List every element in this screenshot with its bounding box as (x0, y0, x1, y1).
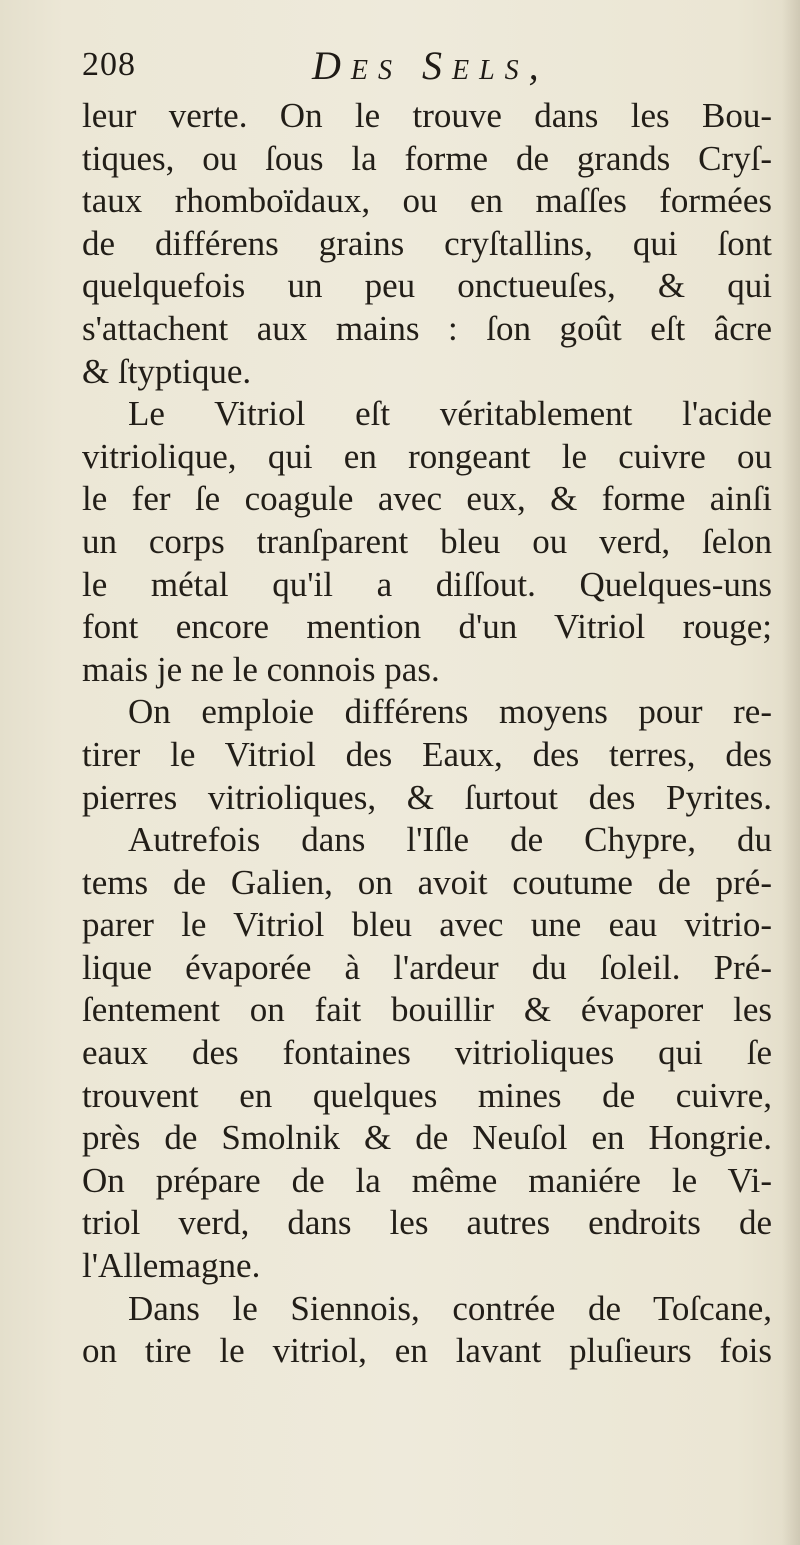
text-line: l'Allemagne. (82, 1246, 261, 1286)
text-line: mais je ne le connois pas. (82, 649, 440, 689)
text-line: près de Smolnik & de Neuſol en Hongrie. (82, 1118, 772, 1158)
text-line: s'attachent aux mains : ſon goût eſt âcre (82, 308, 772, 348)
page-number: 208 (82, 46, 136, 83)
text-line: eaux des fontaines vitrioliques qui ſe (82, 1033, 772, 1073)
text-line: vitriolique, qui en rongeant le cuivre ou (82, 436, 772, 476)
text-line: ſentement on fait bouillir & évaporer les (82, 990, 772, 1030)
text-line: de différens grains cryſtallins, qui ſont (82, 223, 772, 263)
running-head: Des Sels, (312, 43, 549, 88)
text-line: font encore mention d'un Vitriol rouge; (82, 607, 772, 647)
text-line: Le Vitriol eſt véritablement l'acide (128, 394, 772, 434)
text-line: le métal qu'il a diſſout. Quelques-uns (82, 564, 772, 604)
text-line: tems de Galien, on avoit coutume de pré- (82, 862, 772, 902)
text-line: on tire le vitriol, en lavant pluſieurs fois (82, 1331, 772, 1371)
text-line: Dans le Siennois, contrée de Toſcane, (128, 1288, 772, 1328)
text-line: le fer ſe coagule avec eux, & forme ainſi (82, 479, 772, 519)
text-line: lique évaporée à l'ardeur du ſoleil. Pré- (82, 947, 772, 987)
text-line: trouvent en quelques mines de cuivre, (82, 1075, 772, 1115)
text-line: parer le Vitriol bleu avec une eau vitrio- (82, 905, 772, 945)
text-line: pierres vitrioliques, & ſurtout des Pyrites. (82, 777, 772, 817)
text-line: & ſtyptique. (82, 351, 252, 391)
text-line: On emploie différens moyens pour re- (128, 692, 772, 732)
page-header (82, 38, 742, 94)
text-line: taux rhomboïdaux, ou en maſſes formées (82, 181, 772, 221)
text-line: tiques, ou ſous la forme de grands Cryſ- (82, 138, 772, 178)
text-line: On prépare de la même maniére le Vi- (82, 1160, 772, 1200)
text-line: triol verd, dans les autres endroits de (82, 1203, 772, 1243)
page-edge-shadow (782, 0, 800, 1545)
text-line: un corps tranſparent bleu ou verd, ſelon (82, 521, 772, 561)
text-line: leur verte. On le trouve dans les Bou- (82, 96, 772, 135)
text-line: quelquefois un peu onctueuſes, & qui (82, 266, 772, 306)
text-line: tirer le Vitriol des Eaux, des terres, des (82, 734, 772, 774)
body-text (82, 95, 772, 1373)
text-line: Autrefois dans l'Iſle de Chypre, du (128, 820, 772, 860)
